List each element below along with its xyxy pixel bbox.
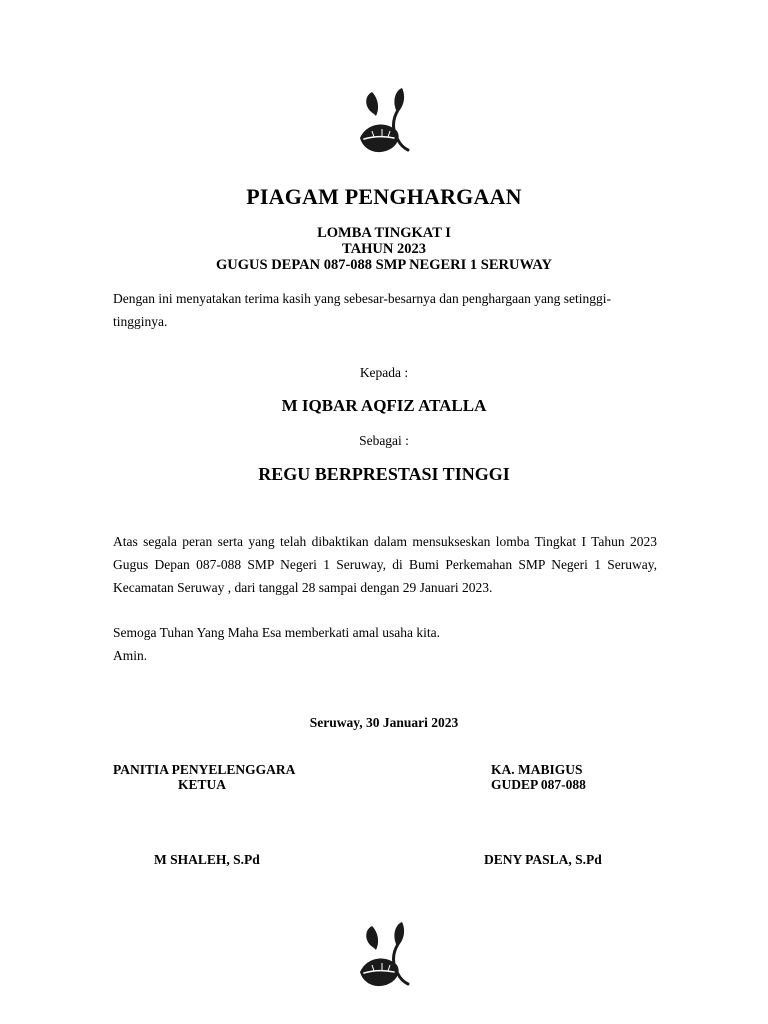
place-date: Seruway, 30 Januari 2023	[309, 715, 459, 730]
to-label: Kepada :	[359, 365, 409, 380]
bottom-emblem	[352, 920, 416, 992]
top-emblem	[352, 86, 416, 158]
right-signatory-org: KA. MABIGUS	[491, 762, 583, 777]
left-signatory-name: M SHALEH, S.Pd	[154, 852, 260, 867]
scout-emblem-icon	[352, 86, 416, 158]
left-signatory-position: KETUA	[178, 777, 227, 792]
left-signatory-org: PANITIA PENYELENGGARA	[113, 762, 296, 777]
subtitle-line: GUGUS DEPAN 087-088 SMP NEGERI 1 SERUWAY	[216, 257, 552, 273]
scout-emblem-icon	[352, 920, 416, 992]
subtitle-line: TAHUN 2023	[342, 241, 426, 257]
blessing-text: Semoga Tuhan Yang Maha Esa memberkati amal usaha kita.	[113, 625, 440, 640]
body-paragraph: Atas segala peran serta yang telah dibaktikan dalam mensukseskan lomba Tingkat I Tahun 2023 Gugus Depan 087-088 SMP Negeri 1 Seruway, di Bumi Perkemahan SMP Negeri 1 Seruway, Kecamatan Seruway , dari tanggal 28 sampai dengan 29 Januari 2023.	[113, 534, 657, 595]
intro-paragraph: Dengan ini menyatakan terima kasih yang sebesar-besarnya dan penghargaan yang setinggi-tingginya.	[113, 291, 612, 329]
subtitle-line: LOMBA TINGKAT I	[317, 225, 451, 241]
certificate-title: PIAGAM PENGHARGAAN	[246, 184, 522, 209]
right-signatory-position: GUDEP 087-088	[491, 777, 586, 792]
as-label: Sebagai :	[359, 433, 409, 448]
recipient-name: M IQBAR AQFIZ ATALLA	[281, 396, 487, 415]
right-signatory-name: DENY PASLA, S.Pd	[484, 852, 602, 867]
amen-text: Amin.	[113, 648, 148, 663]
recipient-role: REGU BERPRESTASI TINGGI	[258, 464, 510, 484]
